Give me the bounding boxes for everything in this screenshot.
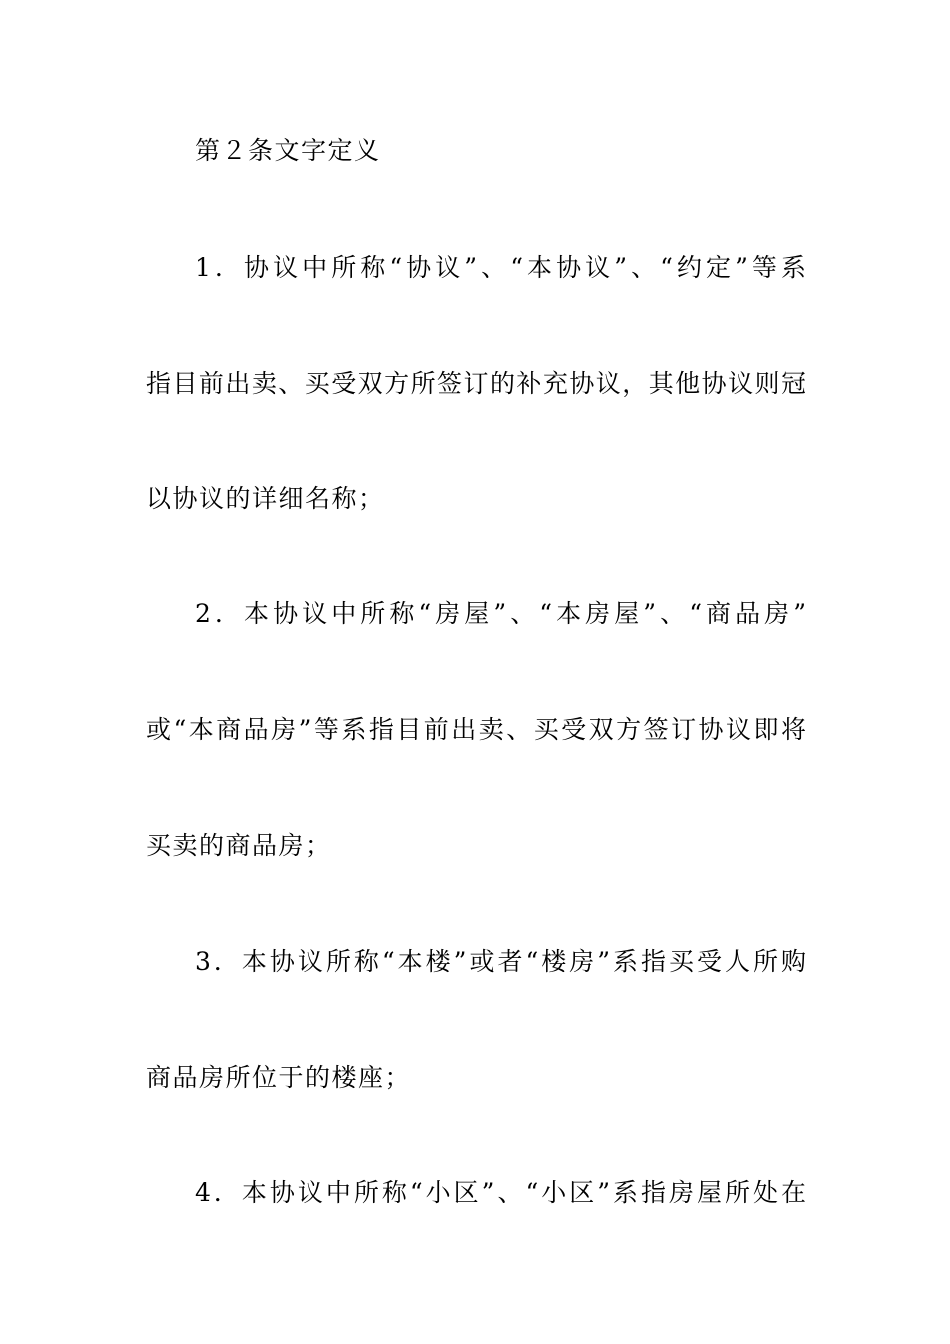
- clause-1-line-3: 以协议的详细名称；: [146, 484, 385, 513]
- clause-2-line-2: 或“本商品房”等系指目前出卖、买受双方签订协议即将: [146, 715, 806, 744]
- clause-1-line-2: 指目前出卖、买受双方所签订的补充协议，其他协议则冠: [146, 369, 806, 398]
- clause-3-line-1: 3．本协议所称“本楼”或者“楼房”系指买受人所购: [195, 947, 806, 976]
- clause-4-line-1: 4．本协议中所称“小区”、“小区”系指房屋所处在: [195, 1178, 806, 1207]
- clause-2-line-3: 买卖的商品房；: [146, 831, 332, 860]
- clause-2-line-1: 2．本协议中所称“房屋”、“本房屋”、“商品房”: [195, 599, 806, 628]
- section-heading: 第２条文字定义: [195, 136, 381, 165]
- clause-1-line-1: 1．协议中所称“协议”、“本协议”、“约定”等系: [195, 253, 806, 282]
- clause-3-line-2: 商品房所位于的楼座；: [146, 1063, 412, 1092]
